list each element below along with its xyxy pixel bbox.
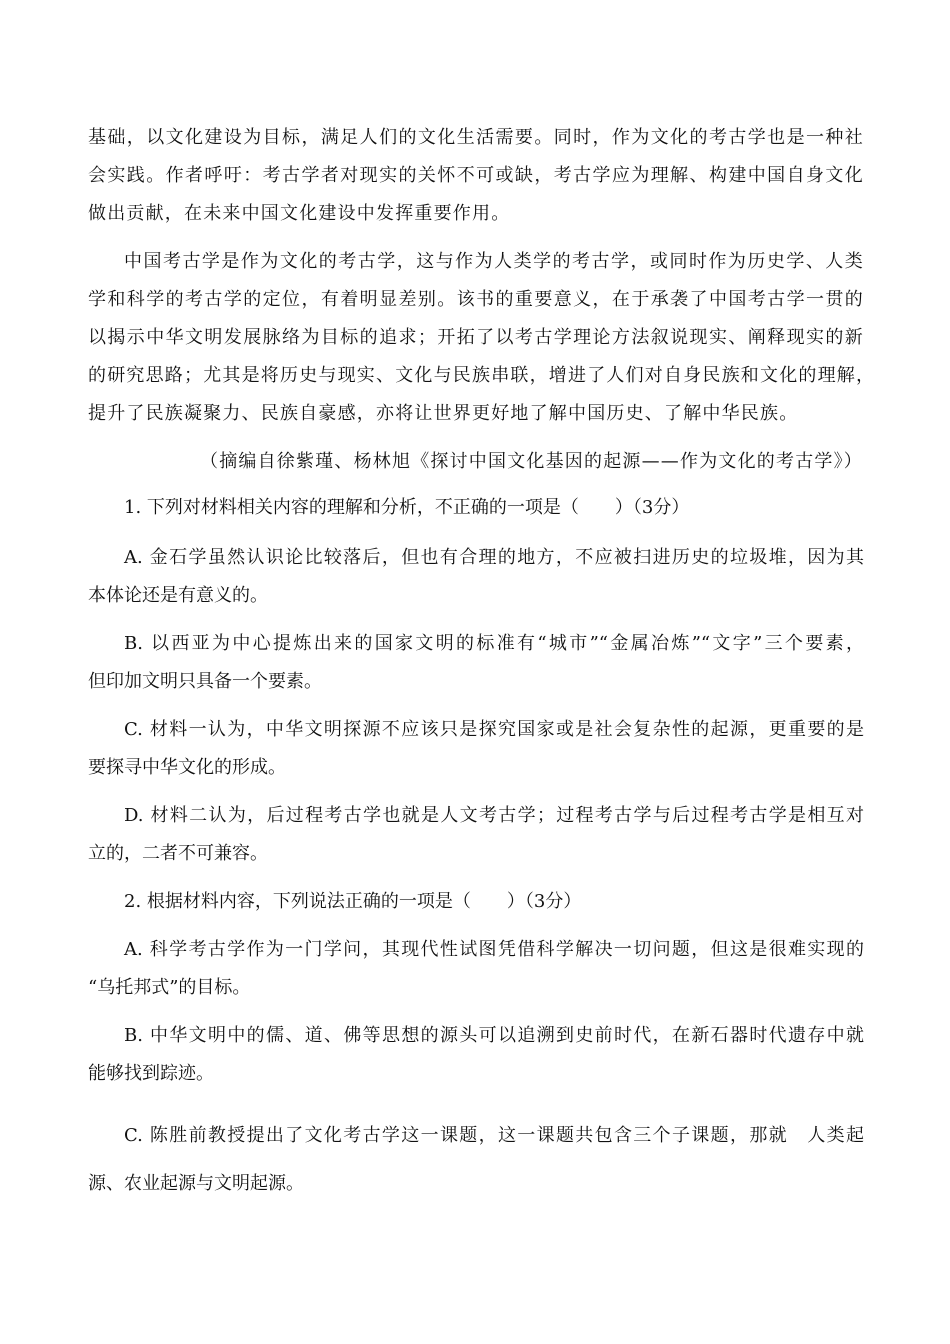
option-line: A. 科学考古学作为一门学问，其现代性试图凭借科学解决一切问题，但这是很难实现的	[124, 939, 864, 960]
paragraph-line: 学和科学的考古学的定位，有着明显差别。该书的重要意义，在于承袭了中国考古学一贯的	[88, 289, 864, 310]
option-line: 能够找到踪迹。	[88, 1063, 214, 1084]
paragraph-line: 提升了民族凝聚力、民族自豪感，亦将让世界更好地了解中国历史、了解中华民族。	[88, 403, 799, 424]
option-line: B. 以西亚为中心提炼出来的国家文明的标准有“城市”“金属冶炼”“文字”三个要素，	[124, 633, 864, 654]
option-line: C. 材料一认为，中华文明探源不应该只是探究国家或是社会复杂性的起源，更重要的是	[124, 719, 864, 740]
paragraph-line: 的研究思路；尤其是将历史与现实、文化与民族串联，增进了人们对自身民族和文化的理解，	[88, 365, 876, 386]
paragraph-line: 基础，以文化建设为目标，满足人们的文化生活需要。同时，作为文化的考古学也是一种社	[88, 127, 864, 148]
paragraph-line: 会实践。作者呼吁：考古学者对现实的关怀不可或缺，考古学应为理解、构建中国自身文化	[88, 165, 864, 186]
paragraph-line: 做出贡献，在未来中国文化建设中发挥重要作用。	[88, 203, 511, 224]
option-line: 立的，二者不可兼容。	[88, 843, 268, 864]
option-line: C. 陈胜前教授提出了文化考古学这一课题，这一课题共包含三个子课题，那就 人类起	[124, 1125, 864, 1146]
paragraph-line: 以揭示中华文明发展脉络为目标的追求；开拓了以考古学理论方法叙说现实、阐释现实的新	[88, 327, 864, 348]
option-line: 要探寻中华文化的形成。	[88, 757, 286, 778]
option-line: “乌托邦式”的目标。	[88, 977, 251, 998]
option-line: 源、农业起源与文明起源。	[88, 1173, 304, 1194]
option-line: 但印加文明只具备一个要素。	[88, 671, 322, 692]
option-line: A. 金石学虽然认识论比较落后，但也有合理的地方，不应被扫进历史的垃圾堆，因为其	[124, 547, 864, 568]
paragraph-line: 中国考古学是作为文化的考古学，这与作为人类学的考古学，或同时作为历史学、人类	[124, 251, 864, 272]
option-line: D. 材料二认为，后过程考古学也就是人文考古学；过程考古学与后过程考古学是相互对	[124, 805, 864, 826]
option-line: 本体论还是有意义的。	[88, 585, 268, 606]
question-stem: 1. 下列对材料相关内容的理解和分析，不正确的一项是（ ）（3分）	[124, 497, 690, 518]
question-stem: 2. 根据材料内容，下列说法正确的一项是（ ）（3分）	[124, 891, 582, 912]
option-line: B. 中华文明中的儒、道、佛等思想的源头可以追溯到史前时代，在新石器时代遗存中就	[124, 1025, 864, 1046]
source-citation: （摘编自徐紫瑾、杨林旭《探讨中国文化基因的起源——作为文化的考古学》）	[200, 451, 863, 472]
